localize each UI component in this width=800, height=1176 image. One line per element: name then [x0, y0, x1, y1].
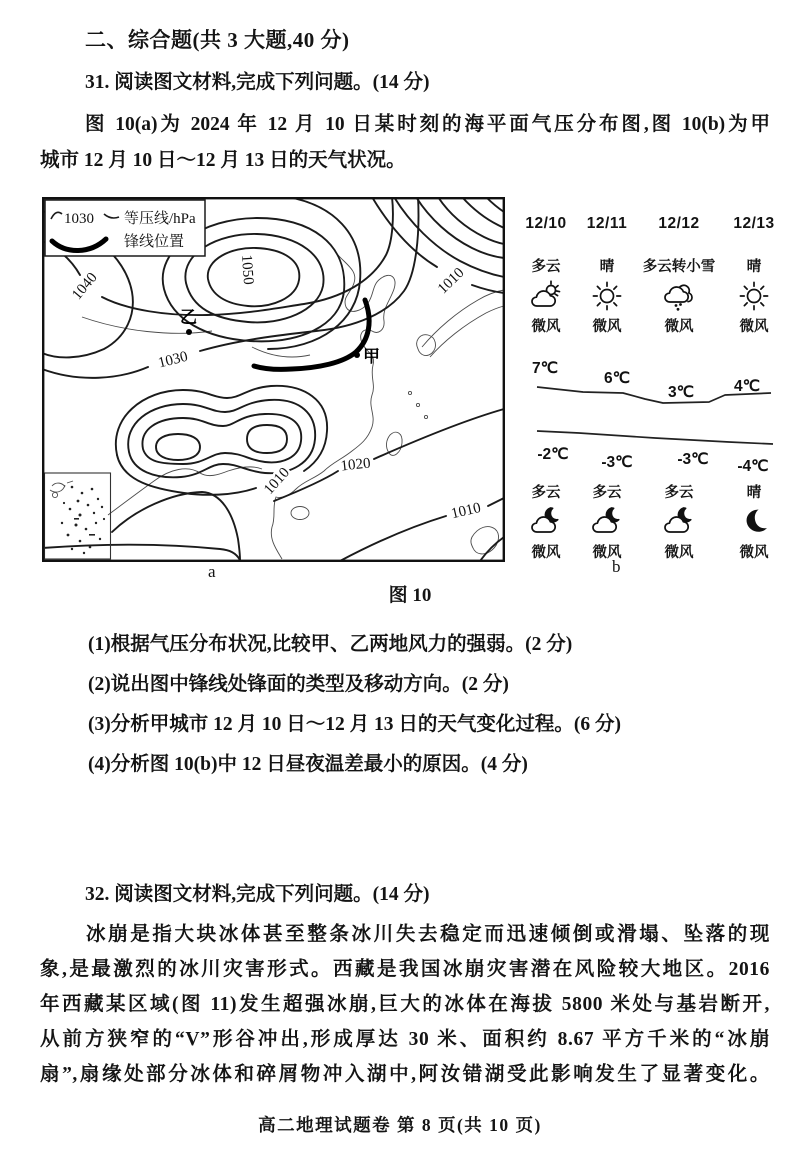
day-wind-label: 微风	[739, 319, 769, 335]
high-temp-value: 3℃	[667, 384, 695, 401]
night-condition-label: 多云	[592, 485, 622, 501]
date-label: 12/11	[586, 215, 628, 232]
weather-column-12-11	[577, 215, 637, 336]
night-wind-label: 微风	[739, 545, 769, 561]
isobar-label-1030: 1030	[156, 348, 190, 372]
page-footer: 高二地理试题卷 第 8 页(共 10 页)	[258, 1115, 542, 1135]
question-31-intro-line-1: 图 10(a)为 2024 年 12 月 10 日某时刻的海平面气压分布图,图 10(b)为甲	[85, 114, 770, 135]
day-wind-label: 微风	[592, 319, 622, 335]
question-31-intro-line-2: 城市 12 月 10 日～12 月 13 日的天气状况。	[40, 150, 406, 171]
front-line	[254, 300, 369, 369]
city-point-yi	[180, 308, 197, 335]
night-condition-label: 多云	[664, 485, 694, 501]
question-31-sub-2: (2)说出图中锋线处锋面的类型及移动方向。(2 分)	[88, 674, 509, 695]
question-32-material-line-2: 象,是最激烈的冰川灾害形式。西藏是我国冰崩灾害潜在风险较大地区。2016	[40, 959, 770, 980]
point-yi-dot	[186, 329, 192, 335]
question-32-material-line-3: 年西藏某区域(图 11)发生超强冰崩,巨大的冰体在海拔 5800 米处与基岩断开,	[40, 994, 770, 1015]
section-heading: 二、综合题(共 3 大题,40 分)	[85, 28, 350, 52]
legend-isobar-sample: 1030	[64, 211, 94, 227]
weather-night-rows	[515, 481, 787, 562]
point-jia-label: 甲	[363, 347, 380, 366]
low-temp-value: -2℃	[537, 446, 569, 463]
temperature-chart	[513, 345, 797, 477]
night-column-12-10	[515, 481, 577, 562]
night-condition-label: 多云	[531, 485, 561, 501]
date-label: 12/13	[733, 215, 775, 232]
question-31-sub-4: (4)分析图 10(b)中 12 日昼夜温差最小的原因。(4 分)	[88, 754, 528, 775]
isobar-label-1050: 1050	[238, 254, 257, 286]
map-legend	[45, 200, 205, 256]
moon-icon	[738, 505, 770, 539]
night-wind-label: 微风	[664, 545, 694, 561]
isobar-label-1040: 1040	[69, 269, 101, 304]
high-temp-value: 7℃	[531, 360, 559, 377]
question-32-material-line-5: 扇”,扇缘处部分冰体和碎屑物冲入湖中,阿汝错湖受此影响发生了显著变化。	[40, 1064, 770, 1085]
question-31-title: 31. 阅读图文材料,完成下列问题。(14 分)	[85, 72, 430, 93]
night-column-12-11	[577, 481, 637, 562]
question-32-title: 32. 阅读图文材料,完成下列问题。(14 分)	[85, 884, 430, 905]
day-wind-label: 微风	[664, 319, 694, 335]
cloud-moon-icon	[663, 505, 695, 539]
low-temp-value: -3℃	[677, 451, 709, 468]
night-condition-label: 晴	[746, 485, 762, 501]
low-temp-value: -4℃	[737, 458, 769, 475]
night-wind-label: 微风	[592, 545, 622, 561]
sun-icon	[738, 279, 770, 313]
figure-b-sublabel: b	[612, 557, 621, 576]
weather-column-12-13	[721, 215, 787, 336]
night-column-12-13	[721, 481, 787, 562]
weather-column-12-10	[515, 215, 577, 336]
high-temp-value: 6℃	[603, 370, 631, 387]
day-condition-label: 多云	[531, 259, 561, 275]
figure-10-caption: 图 10	[388, 585, 432, 606]
question-32-material-line-1: 冰崩是指大块冰体甚至整条冰川失去稳定而迅速倾倒或滑塌、坠落的现	[86, 924, 770, 945]
weather-day-rows	[515, 215, 787, 336]
day-condition-label: 晴	[746, 259, 762, 275]
sun-behind-cloud-icon	[530, 279, 562, 313]
figure-10a-pressure-map	[42, 197, 505, 562]
pressure-map-svg	[42, 197, 505, 562]
coastline-lines	[82, 255, 504, 559]
question-31-sub-1: (1)根据气压分布状况,比较甲、乙两地风力的强弱。(2 分)	[88, 634, 573, 655]
legend-isobar-label: 等压线/hPa	[124, 211, 196, 227]
question-32-material-line-4: 从前方狭窄的“V”形谷冲出,形成厚达 30 米、面积约 8.67 平方千米的“冰崩	[40, 1029, 770, 1050]
cloud-moon-icon	[530, 505, 562, 539]
day-condition-label: 晴	[599, 259, 615, 275]
day-condition-label: 多云转小雪	[642, 259, 716, 275]
high-temp-value: 4℃	[733, 378, 761, 395]
figure-10b-weather-panel	[513, 205, 797, 565]
point-yi-label: 乙	[180, 308, 197, 327]
low-temp-value: -3℃	[601, 454, 633, 471]
isobar-label-1010-low: 1010	[261, 464, 294, 498]
day-wind-label: 微风	[531, 319, 561, 335]
isobar-label-1010-se: 1010	[449, 499, 483, 523]
snow-cloud-icon	[663, 279, 695, 313]
date-label: 12/12	[658, 215, 700, 232]
inset-island-dots	[61, 486, 105, 554]
date-label: 12/10	[525, 215, 567, 232]
isobar-label-1020: 1020	[339, 455, 372, 475]
legend-front-label: 锋线位置	[124, 234, 185, 250]
weather-column-12-12	[637, 215, 721, 336]
question-31-sub-3: (3)分析甲城市 12 月 10 日～12 月 13 日的天气变化过程。(6 分)	[88, 714, 621, 735]
figure-a-sublabel: a	[208, 562, 216, 581]
point-jia-dot	[354, 352, 360, 358]
night-column-12-12	[637, 481, 721, 562]
night-wind-label: 微风	[531, 545, 561, 561]
isobar-label-1010-ne: 1010	[434, 264, 468, 298]
low-temp-line	[537, 431, 773, 444]
cloud-moon-icon	[591, 505, 623, 539]
sun-icon	[591, 279, 623, 313]
